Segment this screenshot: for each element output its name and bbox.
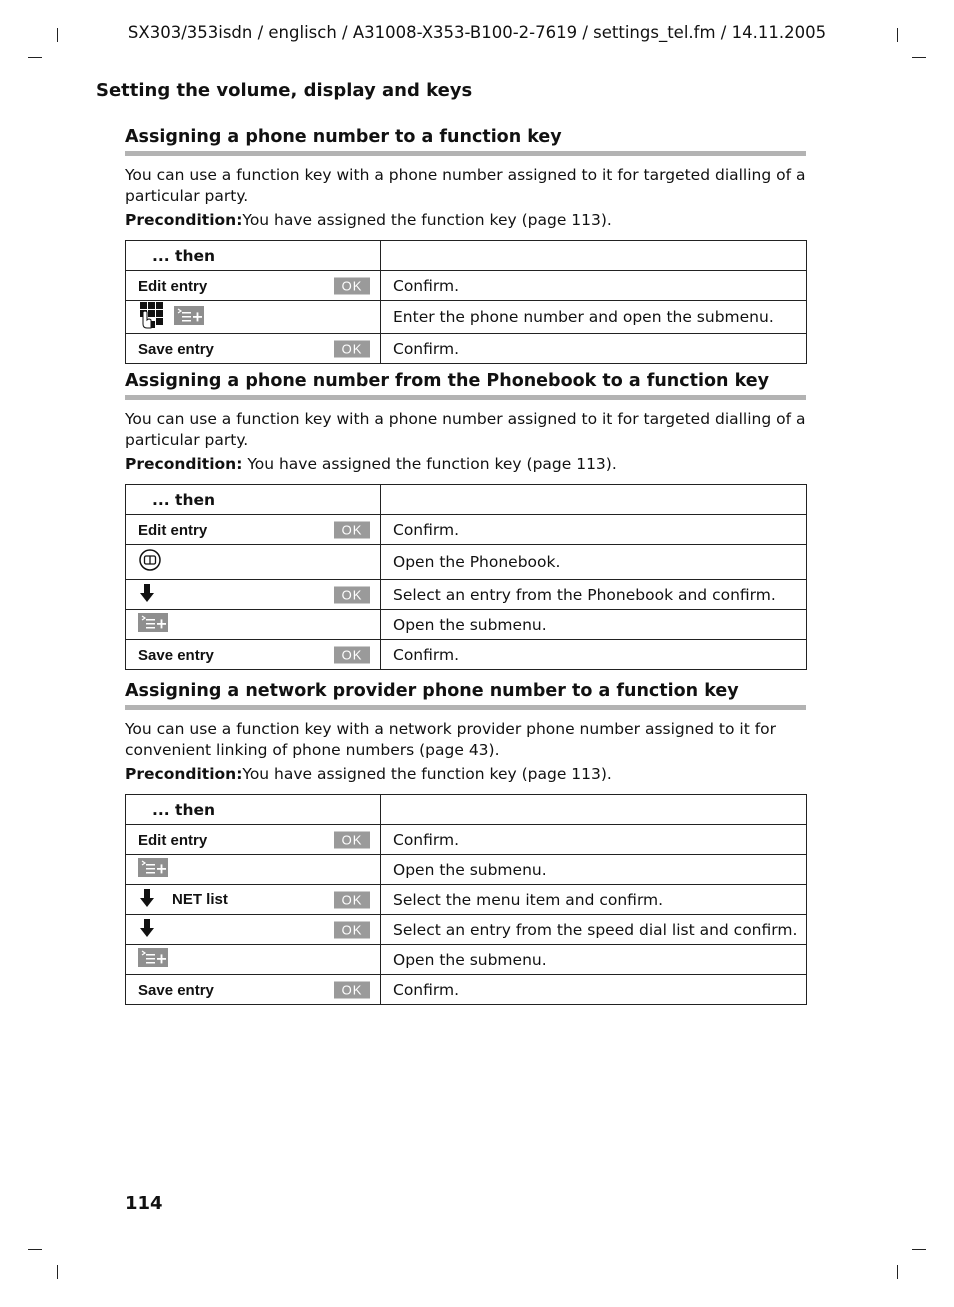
net-list-menu-item[interactable]: NET list: [172, 891, 228, 908]
ok-key[interactable]: OK: [334, 981, 370, 998]
then-label: ... then: [152, 800, 216, 819]
then-label: ... then: [152, 490, 216, 509]
table-row: [126, 334, 807, 364]
table-row: [126, 945, 807, 975]
section-text-line: particular party.: [125, 187, 249, 205]
edit-entry-menu-item[interactable]: Edit entry: [138, 277, 208, 295]
crop-mark: [28, 1249, 42, 1250]
section-text-line: You can use a function key with a phone number assigned to it for targeted dialling of a: [125, 166, 806, 184]
section-network-provider-function-key: [125, 680, 806, 1005]
section-text-line: convenient linking of phone numbers (page 43).: [125, 741, 500, 759]
then-label: ... then: [152, 246, 216, 265]
steps-table: [125, 794, 807, 1005]
table-row: [126, 241, 807, 271]
down-arrow-icon[interactable]: [138, 583, 156, 607]
crop-mark: [912, 1249, 926, 1250]
down-arrow-icon[interactable]: [138, 918, 156, 942]
step-description: Confirm.: [381, 975, 807, 1005]
table-row: [126, 885, 807, 915]
step-description: Open the submenu.: [381, 610, 807, 640]
steps-table: [125, 484, 807, 670]
step-description: Confirm.: [381, 825, 807, 855]
step-description: Confirm.: [381, 515, 807, 545]
ok-key[interactable]: OK: [334, 831, 370, 848]
precondition: [125, 454, 806, 475]
ok-key[interactable]: OK: [334, 340, 370, 357]
step-description: Confirm.: [381, 271, 807, 301]
page-number: 114: [125, 1193, 163, 1214]
step-description: Open the Phonebook.: [381, 545, 807, 580]
table-row: [126, 515, 807, 545]
document-header: SX303/353isdn / englisch / A31008-X353-B100-2-7619 / settings_tel.fm / 14.11.2005: [127, 23, 827, 42]
table-row: [126, 271, 807, 301]
precondition: [125, 764, 806, 785]
step-description: Open the submenu.: [381, 855, 807, 885]
save-entry-menu-item[interactable]: Save entry: [138, 340, 214, 358]
section-rule: [125, 151, 806, 156]
ok-key[interactable]: OK: [334, 277, 370, 294]
crop-mark: [57, 1265, 58, 1279]
section-phonebook-function-key: [125, 370, 806, 670]
ok-key[interactable]: OK: [334, 521, 370, 538]
step-description: Select the menu item and confirm.: [381, 885, 807, 915]
section-title: Assigning a phone number from the Phonebook to a function key: [125, 371, 770, 391]
section-title: Assigning a phone number to a function key: [125, 127, 562, 147]
edit-entry-menu-item[interactable]: Edit entry: [138, 831, 208, 849]
table-row: [126, 975, 807, 1005]
step-description: Enter the phone number and open the submenu.: [381, 301, 807, 334]
section-rule: [125, 705, 806, 710]
phonebook-icon[interactable]: [138, 548, 162, 576]
steps-table: [125, 240, 807, 364]
table-row: [126, 485, 807, 515]
section-title: Assigning a network provider phone number to a function key: [125, 681, 739, 701]
down-arrow-icon[interactable]: [138, 888, 156, 912]
ok-key[interactable]: OK: [334, 646, 370, 663]
section-text-line: You can use a function key with a network provider phone number assigned to it for: [125, 720, 777, 738]
precondition-text: You have assigned the function key (page 113).: [242, 211, 612, 229]
table-row: [126, 610, 807, 640]
submenu-icon[interactable]: [138, 948, 168, 971]
precondition-label: Precondition:: [125, 455, 243, 473]
table-row: [126, 545, 807, 580]
table-row: [126, 301, 807, 334]
section-rule: [125, 395, 806, 400]
step-description: Select an entry from the speed dial list and confirm.: [381, 915, 807, 945]
crop-mark: [912, 57, 926, 58]
section-phone-number-function-key: [125, 126, 806, 364]
step-description: Open the submenu.: [381, 945, 807, 975]
step-description: Select an entry from the Phonebook and confirm.: [381, 580, 807, 610]
chapter-title: Setting the volume, display and keys: [96, 80, 473, 101]
table-row: [126, 915, 807, 945]
section-text: [125, 409, 806, 451]
table-row: [126, 795, 807, 825]
table-row: [126, 640, 807, 670]
table-row: [126, 855, 807, 885]
section-text-line: particular party.: [125, 431, 249, 449]
ok-key[interactable]: OK: [334, 921, 370, 938]
edit-entry-menu-item[interactable]: Edit entry: [138, 521, 208, 539]
table-row: [126, 825, 807, 855]
precondition: [125, 210, 806, 231]
step-description: Confirm.: [381, 334, 807, 364]
submenu-icon[interactable]: [174, 306, 204, 329]
ok-key[interactable]: OK: [334, 891, 370, 908]
precondition-text: You have assigned the function key (page 113).: [242, 455, 617, 473]
step-description: Confirm.: [381, 640, 807, 670]
crop-mark: [897, 1265, 898, 1279]
save-entry-menu-item[interactable]: Save entry: [138, 981, 214, 999]
keypad-icon[interactable]: [138, 301, 166, 333]
section-text: [125, 165, 806, 207]
crop-mark: [28, 57, 42, 58]
submenu-icon[interactable]: [138, 858, 168, 881]
precondition-label: Precondition:: [125, 765, 243, 783]
submenu-icon[interactable]: [138, 613, 168, 636]
section-text-line: You can use a function key with a phone number assigned to it for targeted dialling of a: [125, 410, 806, 428]
table-row: [126, 580, 807, 610]
ok-key[interactable]: OK: [334, 586, 370, 603]
precondition-label: Precondition:: [125, 211, 243, 229]
section-text: [125, 719, 806, 761]
save-entry-menu-item[interactable]: Save entry: [138, 646, 214, 664]
precondition-text: You have assigned the function key (page 113).: [242, 765, 612, 783]
